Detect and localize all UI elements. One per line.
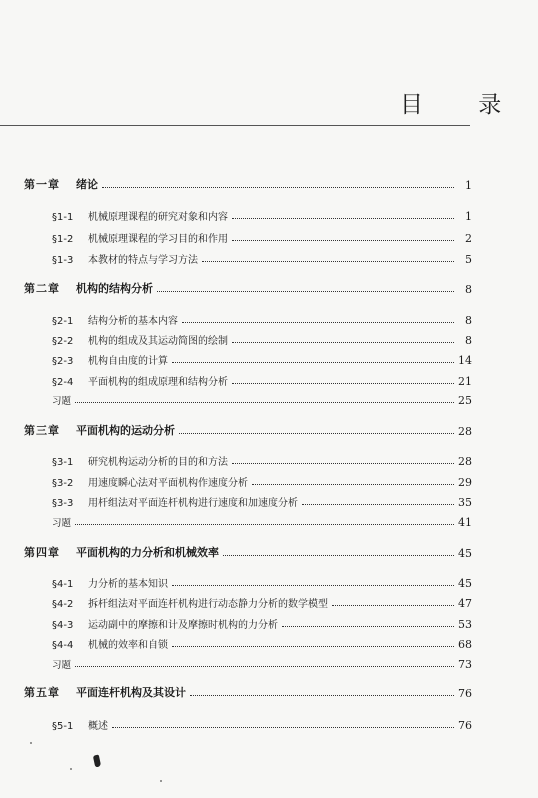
dot-leader [252, 484, 454, 485]
title-rule [0, 125, 470, 126]
page-number: 5 [465, 253, 472, 266]
toc-section[interactable] [52, 469, 472, 489]
chapter-title: 机构的结构分析 [76, 282, 153, 295]
chapter-title: 绪论 [76, 178, 98, 191]
page-number: 35 [458, 496, 472, 509]
page-number: 28 [458, 425, 472, 438]
section-number: §2-3 [52, 356, 74, 367]
section-title: 本教材的特点与学习方法 [88, 255, 198, 266]
section-title: 概述 [88, 721, 108, 732]
toc-section[interactable] [52, 347, 472, 367]
page-number: 8 [465, 314, 472, 327]
toc-chapter[interactable] [24, 540, 472, 560]
toc-chapter[interactable] [24, 680, 472, 700]
dot-leader [223, 555, 454, 556]
dot-leader [282, 626, 454, 627]
toc-chapter[interactable] [24, 276, 472, 296]
dot-leader [172, 362, 454, 363]
scan-speck [160, 780, 162, 782]
dot-leader [75, 402, 454, 403]
section-title: 结构分析的基本内容 [88, 316, 178, 327]
section-number: §1-2 [52, 234, 74, 245]
section-title: 用速度瞬心法对平面机构作速度分析 [88, 478, 248, 489]
section-title: 拆杆组法对平面连杆机构进行动态静力分析的数学模型 [88, 599, 328, 610]
dot-leader [232, 342, 454, 343]
section-number: §1-3 [52, 255, 74, 266]
scan-speck [30, 742, 32, 744]
toc-section[interactable] [52, 611, 472, 631]
section-title: 机构自由度的计算 [88, 356, 168, 367]
page-number: 21 [458, 375, 472, 388]
toc-section[interactable] [52, 307, 472, 327]
dot-leader [232, 383, 454, 384]
page-number: 2 [465, 232, 472, 245]
page-number: 8 [465, 283, 472, 296]
dot-leader [232, 218, 454, 219]
exercises-label: 习题 [52, 518, 72, 529]
section-number: §3-2 [52, 478, 74, 489]
ink-smudge [93, 755, 101, 768]
section-number: §3-3 [52, 498, 74, 509]
section-number: §4-3 [52, 620, 74, 631]
toc-section[interactable] [52, 489, 472, 509]
chapter-number: 第四章 [24, 546, 60, 559]
page-number: 45 [458, 577, 472, 590]
toc-chapter[interactable] [24, 172, 472, 192]
toc-section[interactable] [52, 448, 472, 468]
dot-leader [172, 646, 454, 647]
dot-leader [112, 727, 454, 728]
section-number: §2-1 [52, 316, 74, 327]
toc-exercises[interactable] [52, 651, 472, 671]
section-number: §3-1 [52, 457, 74, 468]
exercises-label: 习题 [52, 660, 72, 671]
page-number: 29 [458, 476, 472, 489]
dot-leader [157, 291, 454, 292]
dot-leader [182, 322, 454, 323]
page-number: 68 [458, 638, 472, 651]
page-number: 28 [458, 455, 472, 468]
chapter-number: 第五章 [24, 686, 60, 699]
exercises-label: 习题 [52, 396, 72, 407]
toc-exercises[interactable] [52, 387, 472, 407]
section-title: 运动副中的摩擦和计及摩擦时机构的力分析 [88, 620, 278, 631]
chapter-title: 平面连杆机构及其设计 [76, 686, 186, 699]
dot-leader [190, 695, 454, 696]
dot-leader [232, 240, 454, 241]
page-number: 76 [458, 687, 472, 700]
dot-leader [75, 666, 454, 667]
chapter-title: 平面机构的运动分析 [76, 424, 175, 437]
page-number: 53 [458, 618, 472, 631]
section-title: 平面机构的组成原理和结构分析 [88, 377, 228, 388]
section-title: 机械原理课程的研究对象和内容 [88, 212, 228, 223]
page-number: 76 [458, 719, 472, 732]
page-number: 8 [465, 334, 472, 347]
toc-section[interactable] [52, 327, 472, 347]
toc-section[interactable] [52, 631, 472, 651]
section-number: §4-2 [52, 599, 74, 610]
scan-speck [70, 768, 72, 770]
toc-section[interactable] [52, 225, 472, 245]
page-number: 45 [458, 547, 472, 560]
section-title: 力分析的基本知识 [88, 579, 168, 590]
toc-section[interactable] [52, 570, 472, 590]
dot-leader [179, 433, 454, 434]
section-number: §4-1 [52, 579, 74, 590]
section-title: 研究机构运动分析的目的和方法 [88, 457, 228, 468]
section-number: §5-1 [52, 721, 74, 732]
section-title: 机械原理课程的学习目的和作用 [88, 234, 228, 245]
section-number: §4-4 [52, 640, 74, 651]
dot-leader [232, 463, 454, 464]
dot-leader [75, 524, 454, 525]
dot-leader [302, 504, 454, 505]
page-number: 14 [458, 354, 472, 367]
page-number: 1 [465, 179, 472, 192]
chapter-number: 第二章 [24, 282, 60, 295]
chapter-title: 平面机构的力分析和机械效率 [76, 546, 219, 559]
page-title: 目 录 [400, 92, 526, 118]
toc-section[interactable] [52, 203, 472, 223]
toc-chapter[interactable] [24, 418, 472, 438]
section-title: 机械的效率和自锁 [88, 640, 168, 651]
section-title: 用杆组法对平面连杆机构进行速度和加速度分析 [88, 498, 298, 509]
section-number: §2-4 [52, 377, 74, 388]
dot-leader [172, 585, 454, 586]
toc-section[interactable] [52, 712, 472, 732]
dot-leader [202, 261, 454, 262]
toc-exercises[interactable] [52, 509, 472, 529]
page-number: 47 [458, 597, 472, 610]
page-number: 73 [458, 658, 472, 671]
dot-leader [102, 187, 454, 188]
page-number: 25 [458, 394, 472, 407]
dot-leader [332, 605, 454, 606]
chapter-number: 第三章 [24, 424, 60, 437]
chapter-number: 第一章 [24, 178, 60, 191]
section-number: §2-2 [52, 336, 74, 347]
page-number: 1 [465, 210, 472, 223]
section-title: 机构的组成及其运动简图的绘制 [88, 336, 228, 347]
section-number: §1-1 [52, 212, 74, 223]
page-number: 41 [458, 516, 472, 529]
toc-section[interactable] [52, 590, 472, 610]
toc-section[interactable] [52, 246, 472, 266]
toc-section[interactable] [52, 368, 472, 388]
